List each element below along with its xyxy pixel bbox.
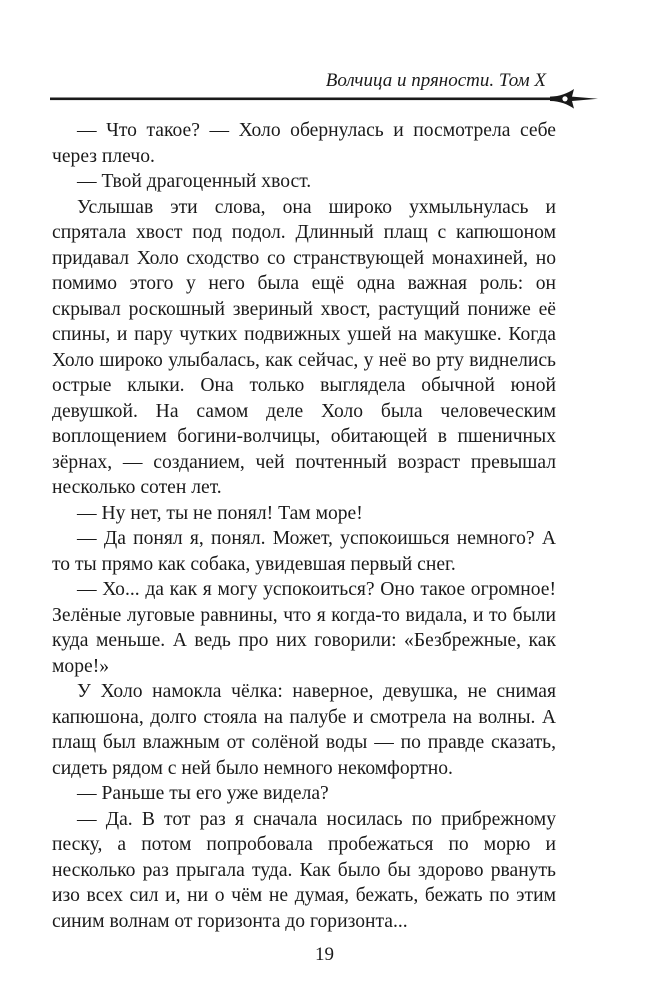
paragraph: У Холо намокла чёлка: наверное, девушка, не снимая капюшона, долго стояла на палубе и смотрела на волны. А плащ был влажным от солёной воды — по правде сказать, сидеть рядом с ней было немного некомфортно.	[52, 681, 556, 779]
body-text	[52, 118, 556, 934]
paragraph: Услышав эти слова, она широко ухмыльнулась и спрятала хвост под подол. Длинный плащ с капюшоном придавал Холо сходство со странствующей монахиней, но помимо этого у него была ещё одна важная роль: он скрывал роскошный звериный хвост, растущий пониже её спины, и пару чутких подвижных ушей на макушке. Когда Холо широко улыбалась, как сейчас, у неё во рту виднелись острые клыки. Она только выглядела обычной юной девушкой. На самом деле Холо была человеческим воплощением богини-волчицы, обитающей в пшеничных зёрнах, — созданием, чей почтенный возраст превышал несколько сотен лет.	[52, 196, 556, 498]
paragraph: — Раньше ты его уже видела?	[77, 783, 329, 804]
paragraph: — Твой драгоценный хвост.	[77, 171, 312, 192]
running-title: Волчица и пряности. Том X	[325, 70, 546, 91]
header-ornament-rule	[50, 88, 598, 110]
paragraph: — Да. В тот раз я сначала носилась по прибрежному песку, а потом попробовала пробежаться по морю и несколько раз прыгала туда. Как было бы здорово рвануть изо всех сил и, ни о чём не думая, бежать, бежать по этим синим волнам от горизонта до горизонта...	[52, 808, 556, 932]
paragraph: — Хо... да как я могу успокоиться? Оно такое огромное! Зелёные луговые равнины, что я когда-то видала, и то были куда меньше. А ведь про них говорили: «Безбрежные, как море!»	[52, 579, 556, 677]
paragraph: — Ну нет, ты не понял! Там море!	[77, 502, 363, 524]
paragraph: — Что такое? — Холо обернулась и посмотрела себе через плечо.	[52, 120, 556, 167]
page-number: 19	[315, 944, 334, 965]
paragraph: — Да понял я, понял. Может, успокоишься немного? А то ты прямо как собака, увидевшая первый снег.	[52, 528, 556, 575]
